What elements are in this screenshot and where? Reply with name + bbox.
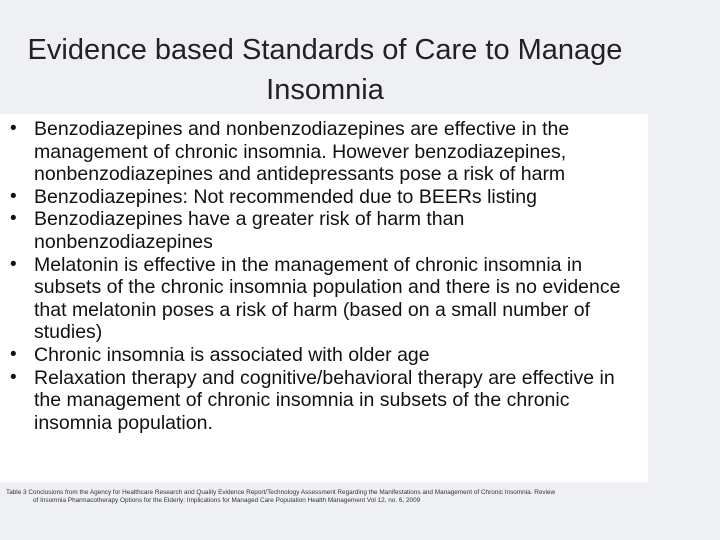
bullet-icon: • <box>10 366 17 388</box>
bullet-icon: • <box>10 185 17 207</box>
bullet-list <box>0 114 648 434</box>
footnote-line-2: of Insomnia Pharmacotherapy Options for the Elderly: Implications for Managed Care Population Health Management Vol 12, no. 6, 2009 <box>33 497 421 505</box>
bullet-text: Benzodiazepines and nonbenzodiazepines are effective in the management of chronic insomnia. However benzodiazepines, nonbenzodiazepines and antidepressants pose a risk of harm <box>34 118 570 186</box>
bullet-icon: • <box>10 253 17 275</box>
bullet-text: Melatonin is effective in the management of chronic insomnia in subsets of the chronic insomnia population and there is no evidence that melatonin poses a risk of harm (based on a small number of studies) <box>34 253 621 344</box>
slide-title-line-1: Evidence based Standards of Care to Manage <box>27 34 623 66</box>
bullet-text: Chronic insomnia is associated with older age <box>34 343 430 366</box>
bullet-icon: • <box>10 208 17 230</box>
bullet-icon: • <box>10 118 17 139</box>
bullet-item <box>0 344 648 367</box>
content-panel <box>0 114 648 482</box>
bullet-item <box>0 186 648 209</box>
bullet-text: Relaxation therapy and cognitive/behavioral therapy are effective in the management of chronic insomnia in subsets of the chronic insomnia population. <box>34 366 615 434</box>
bullet-item <box>0 254 648 344</box>
footnote-line-1: Table 3 Conclusions from the Agency for Healthcare Research and Quality Evidence Report/Technology Assessment Regarding the Manifestations and Management of Chronic Insomnia. Review <box>6 489 556 496</box>
slide-title-line-2: Insomnia <box>266 74 384 106</box>
slide-title <box>0 30 650 110</box>
bullet-text: Benzodiazepines: Not recommended due to BEERs listing <box>34 185 537 208</box>
bullet-text: Benzodiazepines have a greater risk of harm than nonbenzodiazepines <box>34 208 465 253</box>
bullet-item <box>0 118 648 186</box>
bullet-icon: • <box>10 343 17 365</box>
footnote <box>6 489 696 506</box>
bullet-item <box>0 367 648 435</box>
bullet-item <box>0 208 648 253</box>
